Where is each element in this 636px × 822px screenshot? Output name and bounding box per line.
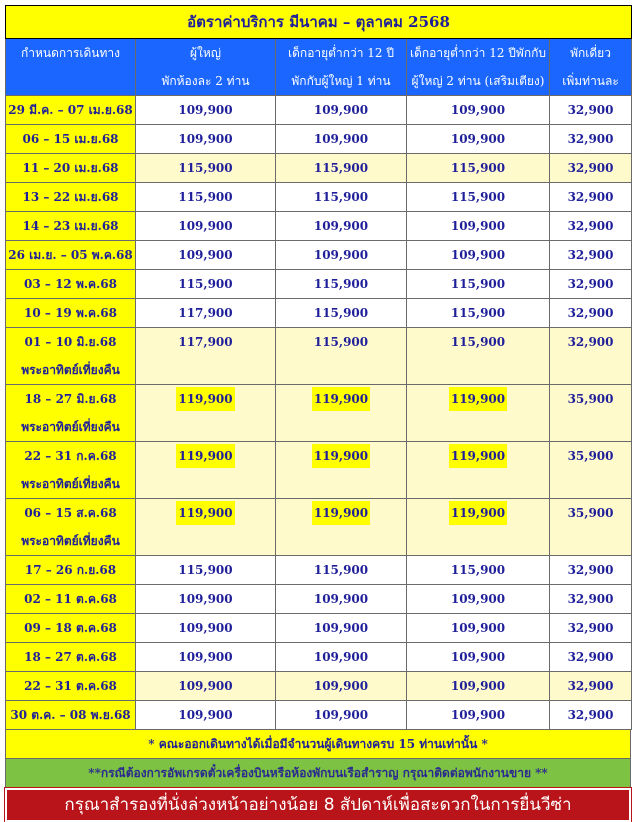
adult-price: 109,900: [178, 248, 233, 262]
travel-date-cell: [6, 183, 136, 212]
header-child-with-one-adult-line: เด็กอายุต่ำกว่า 12 ปี: [288, 46, 394, 60]
child-extra-bed-price-cell: [407, 241, 550, 270]
single-supplement-price: 32,900: [567, 132, 614, 146]
travel-date-cell: [6, 701, 136, 730]
table-row: [6, 672, 632, 701]
child-extra-bed-price: 115,900: [450, 277, 506, 291]
single-supplement-price-cell: [550, 96, 632, 125]
child-one-adult-price: 109,900: [313, 103, 369, 117]
child-one-adult-price-cell: [276, 154, 407, 183]
table-row: [6, 183, 632, 212]
single-supplement-price-cell: [550, 643, 632, 672]
child-extra-bed-price: 109,900: [450, 219, 506, 233]
header-row: [6, 39, 632, 96]
child-extra-bed-price: 115,900: [450, 190, 506, 204]
child-extra-bed-price-cell: [407, 212, 550, 241]
child-extra-bed-price: 109,900: [450, 103, 506, 117]
header-child-with-one-adult: [276, 39, 407, 96]
child-one-adult-price-cell: [276, 212, 407, 241]
table-row: [6, 241, 632, 270]
table-title: อัตราค่าบริการ มีนาคม – ตุลาคม 2568: [6, 6, 632, 39]
child-one-adult-price: 115,900: [313, 563, 369, 577]
header-child-extra-bed: [407, 39, 550, 96]
child-extra-bed-price-cell: [407, 442, 550, 499]
adult-price-cell: [136, 96, 276, 125]
travel-date: 22 – 31 ก.ค.68: [24, 449, 117, 463]
adult-price: 109,900: [178, 132, 233, 146]
adult-price: 109,900: [178, 708, 233, 722]
upgrade-note: **กรณีต้องการอัพเกรดตั๋วเครื่องบินหรือห้องพักบนเรือสำราญ กรุณาติดต่อพนักงานขาย **: [5, 759, 631, 788]
single-supplement-price: 32,900: [567, 306, 614, 320]
adult-price: 109,900: [178, 650, 233, 664]
adult-price: 109,900: [178, 679, 233, 693]
adult-price-cell: [136, 299, 276, 328]
child-one-adult-price: 109,900: [313, 248, 369, 262]
travel-date-cell: [6, 614, 136, 643]
adult-price-cell: [136, 672, 276, 701]
travel-date-cell: [6, 96, 136, 125]
header-travel-date-line: กำหนดการเดินทาง: [21, 46, 120, 60]
child-extra-bed-price-cell: [407, 270, 550, 299]
travel-date: 06 – 15 เม.ย.68: [22, 132, 119, 146]
travel-date: 17 – 26 ก.ย.68: [24, 563, 117, 577]
child-extra-bed-price: 115,900: [450, 335, 506, 349]
single-supplement-price: 32,900: [567, 563, 614, 577]
child-extra-bed-price: 115,900: [450, 306, 506, 320]
single-supplement-price: 32,900: [567, 335, 614, 349]
child-extra-bed-price: 119,900: [449, 501, 507, 525]
child-extra-bed-price-cell: [407, 96, 550, 125]
child-extra-bed-price-cell: [407, 125, 550, 154]
travel-date: 26 เม.ย. – 05 พ.ค.68: [8, 248, 133, 262]
child-one-adult-price: 109,900: [313, 650, 369, 664]
single-supplement-price: 32,900: [567, 219, 614, 233]
child-one-adult-price: 119,900: [312, 387, 370, 411]
adult-price-cell: [136, 241, 276, 270]
travel-date-cell: [6, 585, 136, 614]
adult-price-cell: [136, 183, 276, 212]
child-extra-bed-price: 109,900: [450, 248, 506, 262]
table-row: [6, 701, 632, 730]
travel-date: 22 – 31 ต.ค.68: [24, 679, 117, 693]
child-one-adult-price: 115,900: [313, 335, 369, 349]
header-adult-line: พักห้องละ 2 ท่าน: [161, 74, 250, 88]
child-extra-bed-price: 109,900: [450, 708, 506, 722]
single-supplement-price-cell: [550, 556, 632, 585]
child-extra-bed-price-cell: [407, 643, 550, 672]
travel-date: 29 มี.ค. – 07 เม.ย.68: [8, 103, 133, 117]
child-one-adult-price: 115,900: [313, 161, 369, 175]
visa-booking-banner: กรุณาสำรองที่นั่งล่วงหน้าอย่างน้อย 8 สัปดาห์เพื่อสะดวกในการยื่นวีซ่า: [5, 788, 631, 822]
travel-date: 09 – 18 ต.ค.68: [24, 621, 117, 635]
midnight-sun-label: พระอาทิตย์เที่ยงคืน: [21, 363, 120, 377]
travel-date: 10 – 19 พ.ค.68: [24, 306, 117, 320]
table-row: [6, 96, 632, 125]
travel-date-cell: [6, 212, 136, 241]
adult-price: 115,900: [178, 161, 233, 175]
single-supplement-price-cell: [550, 270, 632, 299]
child-extra-bed-price: 109,900: [450, 592, 506, 606]
travel-date-cell: [6, 556, 136, 585]
adult-price-cell: [136, 643, 276, 672]
child-one-adult-price-cell: [276, 442, 407, 499]
travel-date-cell: [6, 299, 136, 328]
travel-date: 02 – 11 ต.ค.68: [24, 592, 117, 606]
child-one-adult-price: 119,900: [312, 444, 370, 468]
adult-price-cell: [136, 442, 276, 499]
child-one-adult-price-cell: [276, 241, 407, 270]
single-supplement-price-cell: [550, 299, 632, 328]
single-supplement-price: 35,900: [567, 449, 614, 463]
child-one-adult-price-cell: [276, 385, 407, 442]
child-one-adult-price: 109,900: [313, 592, 369, 606]
single-supplement-price-cell: [550, 701, 632, 730]
adult-price: 119,900: [176, 501, 234, 525]
adult-price-cell: [136, 385, 276, 442]
child-extra-bed-price: 115,900: [450, 563, 506, 577]
child-extra-bed-price-cell: [407, 672, 550, 701]
travel-date: 30 ต.ค. – 08 พ.ย.68: [10, 708, 131, 722]
single-supplement-price: 32,900: [567, 277, 614, 291]
single-supplement-price-cell: [550, 212, 632, 241]
travel-date-cell: [6, 154, 136, 183]
adult-price-cell: [136, 270, 276, 299]
table-row: [6, 585, 632, 614]
adult-price-cell: [136, 212, 276, 241]
single-supplement-price-cell: [550, 241, 632, 270]
single-supplement-price: 35,900: [567, 506, 614, 520]
adult-price-cell: [136, 585, 276, 614]
child-extra-bed-price: 119,900: [449, 444, 507, 468]
table-row: [6, 212, 632, 241]
travel-date: 13 – 22 เม.ย.68: [22, 190, 119, 204]
child-one-adult-price-cell: [276, 125, 407, 154]
travel-date-cell: [6, 328, 136, 385]
travel-date-cell: [6, 499, 136, 556]
child-extra-bed-price: 109,900: [450, 679, 506, 693]
adult-price-cell: [136, 154, 276, 183]
table-row: [6, 328, 632, 385]
single-supplement-price: 32,900: [567, 621, 614, 635]
table-body: [6, 96, 632, 730]
single-supplement-price: 32,900: [567, 650, 614, 664]
child-one-adult-price: 119,900: [312, 501, 370, 525]
single-supplement-price: 32,900: [567, 190, 614, 204]
adult-price: 119,900: [176, 387, 234, 411]
travel-date-cell: [6, 672, 136, 701]
table-row: [6, 299, 632, 328]
table-row: [6, 270, 632, 299]
header-travel-date: [6, 39, 136, 96]
single-supplement-price-cell: [550, 125, 632, 154]
travel-date-cell: [6, 270, 136, 299]
header-child-extra-bed-line: ผู้ใหญ่ 2 ท่าน (เสริมเตียง): [411, 74, 545, 88]
travel-date-cell: [6, 125, 136, 154]
single-supplement-price: 32,900: [567, 679, 614, 693]
single-supplement-price: 32,900: [567, 592, 614, 606]
child-extra-bed-price: 109,900: [450, 621, 506, 635]
travel-date: 06 – 15 ส.ค.68: [24, 506, 117, 520]
adult-price: 109,900: [178, 592, 233, 606]
child-one-adult-price: 115,900: [313, 190, 369, 204]
adult-price: 117,900: [178, 306, 233, 320]
adult-price-cell: [136, 614, 276, 643]
adult-price-cell: [136, 556, 276, 585]
child-one-adult-price: 109,900: [313, 621, 369, 635]
child-extra-bed-price: 109,900: [450, 650, 506, 664]
header-single-supplement-line: เพิ่มท่านละ: [562, 74, 619, 88]
table-row: [6, 154, 632, 183]
child-one-adult-price-cell: [276, 270, 407, 299]
adult-price: 117,900: [178, 335, 233, 349]
single-supplement-price: 32,900: [567, 161, 614, 175]
travel-date-cell: [6, 385, 136, 442]
header-single-supplement-line: พักเดี่ยว: [570, 46, 611, 60]
price-table: [5, 5, 632, 730]
adult-price: 115,900: [178, 563, 233, 577]
adult-price: 115,900: [178, 190, 233, 204]
adult-price-cell: [136, 125, 276, 154]
child-one-adult-price-cell: [276, 585, 407, 614]
single-supplement-price-cell: [550, 154, 632, 183]
child-extra-bed-price-cell: [407, 701, 550, 730]
travel-date: 18 – 27 มิ.ย.68: [24, 392, 117, 406]
travel-date: 03 – 12 พ.ค.68: [24, 277, 117, 291]
child-extra-bed-price-cell: [407, 328, 550, 385]
adult-price: 109,900: [178, 103, 233, 117]
child-extra-bed-price: 119,900: [449, 387, 507, 411]
header-adult-line: ผู้ใหญ่: [189, 46, 222, 60]
travel-date-cell: [6, 241, 136, 270]
child-extra-bed-price-cell: [407, 385, 550, 442]
single-supplement-price-cell: [550, 328, 632, 385]
child-extra-bed-price-cell: [407, 614, 550, 643]
child-one-adult-price-cell: [276, 643, 407, 672]
single-supplement-price: 35,900: [567, 392, 614, 406]
single-supplement-price-cell: [550, 442, 632, 499]
child-extra-bed-price: 115,900: [450, 161, 506, 175]
child-one-adult-price-cell: [276, 328, 407, 385]
child-one-adult-price-cell: [276, 556, 407, 585]
child-extra-bed-price: 109,900: [450, 132, 506, 146]
child-one-adult-price: 115,900: [313, 306, 369, 320]
single-supplement-price-cell: [550, 499, 632, 556]
single-supplement-price-cell: [550, 183, 632, 212]
travel-date-cell: [6, 643, 136, 672]
single-supplement-price: 32,900: [567, 103, 614, 117]
adult-price: 109,900: [178, 219, 233, 233]
midnight-sun-label: พระอาทิตย์เที่ยงคืน: [21, 477, 120, 491]
header-child-with-one-adult-line: พักกับผู้ใหญ่ 1 ท่าน: [291, 74, 391, 88]
child-one-adult-price: 109,900: [313, 132, 369, 146]
adult-price: 119,900: [176, 444, 234, 468]
child-one-adult-price-cell: [276, 701, 407, 730]
child-one-adult-price: 109,900: [313, 708, 369, 722]
child-extra-bed-price-cell: [407, 499, 550, 556]
child-one-adult-price-cell: [276, 96, 407, 125]
table-row: [6, 125, 632, 154]
child-one-adult-price: 109,900: [313, 219, 369, 233]
single-supplement-price-cell: [550, 385, 632, 442]
adult-price: 109,900: [178, 621, 233, 635]
single-supplement-price-cell: [550, 614, 632, 643]
midnight-sun-label: พระอาทิตย์เที่ยงคืน: [21, 534, 120, 548]
header-single-supplement: [550, 39, 632, 96]
travel-date: 14 – 23 เม.ย.68: [22, 219, 119, 233]
child-one-adult-price: 109,900: [313, 679, 369, 693]
min-travelers-note: * คณะออกเดินทางได้เมื่อมีจำนวนผู้เดินทางครบ 15 ท่านเท่านั้น *: [5, 730, 631, 759]
table-row: [6, 499, 632, 556]
price-table-container: [5, 5, 631, 822]
child-extra-bed-price-cell: [407, 154, 550, 183]
table-row: [6, 385, 632, 442]
child-extra-bed-price-cell: [407, 556, 550, 585]
adult-price-cell: [136, 499, 276, 556]
table-row: [6, 614, 632, 643]
single-supplement-price: 32,900: [567, 248, 614, 262]
header-adult: [136, 39, 276, 96]
single-supplement-price: 32,900: [567, 708, 614, 722]
child-extra-bed-price-cell: [407, 299, 550, 328]
single-supplement-price-cell: [550, 672, 632, 701]
child-one-adult-price: 115,900: [313, 277, 369, 291]
table-row: [6, 643, 632, 672]
midnight-sun-label: พระอาทิตย์เที่ยงคืน: [21, 420, 120, 434]
table-row: [6, 442, 632, 499]
child-one-adult-price-cell: [276, 614, 407, 643]
table-row: [6, 556, 632, 585]
child-one-adult-price-cell: [276, 672, 407, 701]
child-one-adult-price-cell: [276, 499, 407, 556]
header-child-extra-bed-line: เด็กอายุต่ำกว่า 12 ปีพักกับ: [410, 46, 546, 60]
child-extra-bed-price-cell: [407, 585, 550, 614]
adult-price-cell: [136, 701, 276, 730]
adult-price: 115,900: [178, 277, 233, 291]
adult-price-cell: [136, 328, 276, 385]
travel-date-cell: [6, 442, 136, 499]
child-extra-bed-price-cell: [407, 183, 550, 212]
child-one-adult-price-cell: [276, 299, 407, 328]
travel-date: 01 – 10 มิ.ย.68: [24, 335, 117, 349]
child-one-adult-price-cell: [276, 183, 407, 212]
travel-date: 11 – 20 เม.ย.68: [22, 161, 119, 175]
single-supplement-price-cell: [550, 585, 632, 614]
travel-date: 18 – 27 ต.ค.68: [24, 650, 117, 664]
